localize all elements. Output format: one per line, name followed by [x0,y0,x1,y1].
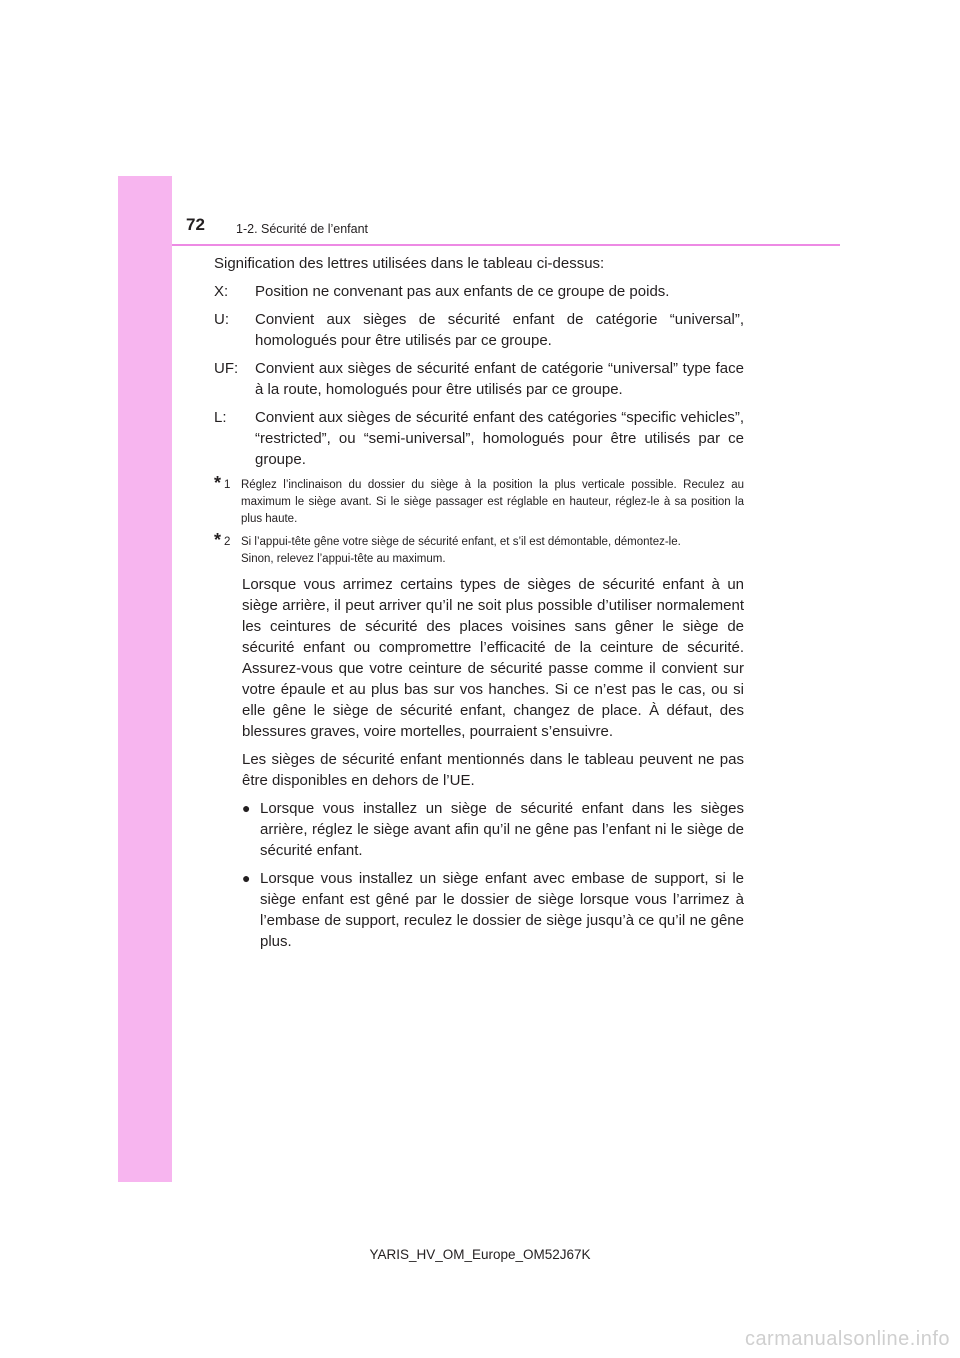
header-rule [172,244,840,246]
footnote-text [241,534,744,568]
legend-key: UF: [214,360,239,377]
footnote-text [241,477,744,528]
availability-paragraph: Les sièges de sécurité enfant mentionnés dans le tableau peuvent ne pas être disponibles en dehors de l’UE. [242,751,744,789]
legend-key: U: [214,311,229,328]
legend-description: Position ne convenant pas aux enfants de ce groupe de poids. [255,283,670,300]
legend-description: Convient aux sièges de sécurité enfant de catégorie “universal”, homologués pour être utilisés par ce groupe. [255,311,744,349]
legend-item [214,309,744,351]
legend-description: Convient aux sièges de sécurité enfant de catégorie “universal” type face à la route, homologués pour être utilisés par ce groupe. [255,360,744,398]
footnote-1 [214,473,744,528]
footnote-line: Sinon, relevez l’appui-tête au maximum. [241,553,446,565]
footnote-marker [214,473,241,528]
bullet-text: Lorsque vous installez un siège enfant avec embase de support, si le siège enfant est gêné par le dossier de siège lorsque vous l’arrimez à l’embase de support, reculez le dossier de siège jusqu’à ce qu’il ne gêne plus. [260,870,744,950]
footnote-number: 2 [224,536,231,548]
bullet-icon: ● [242,870,251,886]
warning-paragraph: Lorsque vous arrimez certains types de sièges de sécurité enfant à un siège arrière, il peut arriver qu’il ne soit plus possible d’utiliser normalement les ceintures de sécurité des places voisines sans gêner le siège de sécurité enfant ou compromettre l’efficacité de la ceinture de sécurité. Assurez-vous que votre ceinture de sécurité passe comme il convient sur votre épaule et au plus bas sur vos hanches. Si ce n’est pas le cas, ou si elle gêne le siège de sécurité enfant, changez de place. À défaut, des blessures graves, voire mortelles, pourraient s’ensuivre. [242,576,744,740]
asterisk-icon: * [214,530,222,550]
watermark: carmanualsonline.info [744,1328,950,1350]
legend-item [214,281,744,302]
footnote-line: Réglez l’inclinaison du dossier du siège à la position la plus verticale possible. Reculez au maximum le siège avant. Si le siège passager est réglable en hauteur, réglez-le à sa position la plus haute. [241,479,744,525]
legend-intro: Signification des lettres utilisées dans le tableau ci-dessus: [214,255,605,272]
page-content [214,253,744,959]
bullet-item [242,868,744,952]
side-band [118,176,172,1182]
legend-item [214,407,744,470]
footnote-number: 1 [224,479,231,491]
section-title: 1-2. Sécurité de l’enfant [236,222,369,236]
legend-description: Convient aux sièges de sécurité enfant des catégories “specific vehicles”, “restricted”, ou “semi-universal”, homologués pour être utilisés par ce groupe. [255,409,744,468]
legend-item [214,358,744,400]
bullet-text: Lorsque vous installez un siège de sécurité enfant dans les sièges arrière, réglez le siège avant afin qu’il ne gêne pas l’enfant ni le siège de sécurité enfant. [260,800,744,859]
footnote-2 [214,530,744,568]
bullet-item [242,798,744,861]
footnote-marker [214,530,241,568]
document-code: YARIS_HV_OM_Europe_OM52J67K [369,1247,591,1262]
asterisk-icon: * [214,473,222,493]
footnote-line: Si l’appui-tête gêne votre siège de sécurité enfant, et s’il est démontable, démontez-le. [241,536,681,548]
legend-key: L: [214,409,227,426]
bullet-icon: ● [242,800,251,816]
page-number: 72 [186,215,205,234]
legend-key: X: [214,283,229,300]
